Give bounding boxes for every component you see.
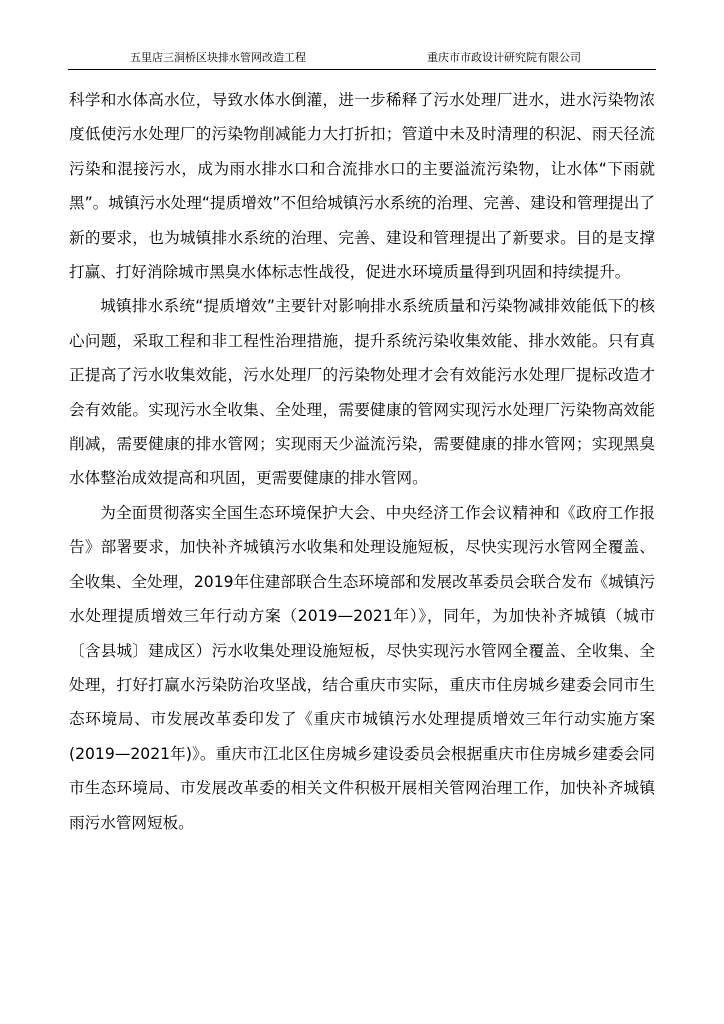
page-header [68, 50, 656, 68]
header-project-title: 五里店三洞桥区块排水管网改造工程 [130, 51, 306, 64]
header-organization: 重庆市市政设计研究院有限公司 [427, 51, 581, 64]
document-body [69, 83, 655, 840]
header-divider [68, 69, 656, 70]
paragraph-quality-efficiency: 城镇排水系统“提质增效”主要针对影响排水系统质量和污染物减排效能低下的核心问题，采取工程和非工程性治理措施，提升系统污染收集效能、排水效能。只有真正提高了污水收集效能，污水处理厂的污染物处理才会有效能污水处理厂提标改造才会有效能。实现污水全收集、全处理，需要健康的管网实现污水处理厂污染物高效能削减，需要健康的排水管网；实现雨天少溢流污染，需要健康的排水管网；实现黑臭水体整治成效提高和巩固，更需要健康的排水管网。 [69, 297, 655, 488]
paragraph-continuation: 科学和水体高水位，导致水体水倒灌，进一步稀释了污水处理厂进水，进水污染物浓度低使污水处理厂的污染物削减能力大打折扣；管道中未及时清理的积泥、雨天径流污染和混接污水，成为雨水排水口和合流排水口的主要溢流污染物，让水体“下雨就黑”。城镇污水处理“提质增效”不但给城镇污水系统的治理、完善、建设和管理提出了新的要求，也为城镇排水系统的治理、完善、建设和管理提出了新要求。目的是支撑打赢、打好消除城市黑臭水体标志性战役，促进水环境质量得到巩固和持续提升。 [69, 91, 655, 282]
paragraph-policy-background: 为全面贯彻落实全国生态环境保护大会、中央经济工作会议精神和《政府工作报告》部署要求，加快补齐城镇污水收集和处理设施短板，尽快实现污水管网全覆盖、全收集、全处理，2019年住建部联合生态环境部和发展改革委员会联合发布《城镇污水处理提质增效三年行动方案（2019—2021年）》，同年，为加快补齐城镇（城市〔含县城〕建成区）污水收集处理设施短板，尽快实现污水管网全覆盖、全收集、全处理，打好打赢水污染防治攻坚战，结合重庆市实际，重庆市住房城乡建委会同市生态环境局、市发展改革委印发了《重庆市城镇污水处理提质增效三年行动实施方案(2019—2021年)》。重庆市江北区住房城乡建设委员会根据重庆市住房城乡建委会同市生态环境局、市发展改革委的相关文件积极开展相关管网治理工作，加快补齐城镇雨污水管网短板。 [69, 503, 655, 832]
